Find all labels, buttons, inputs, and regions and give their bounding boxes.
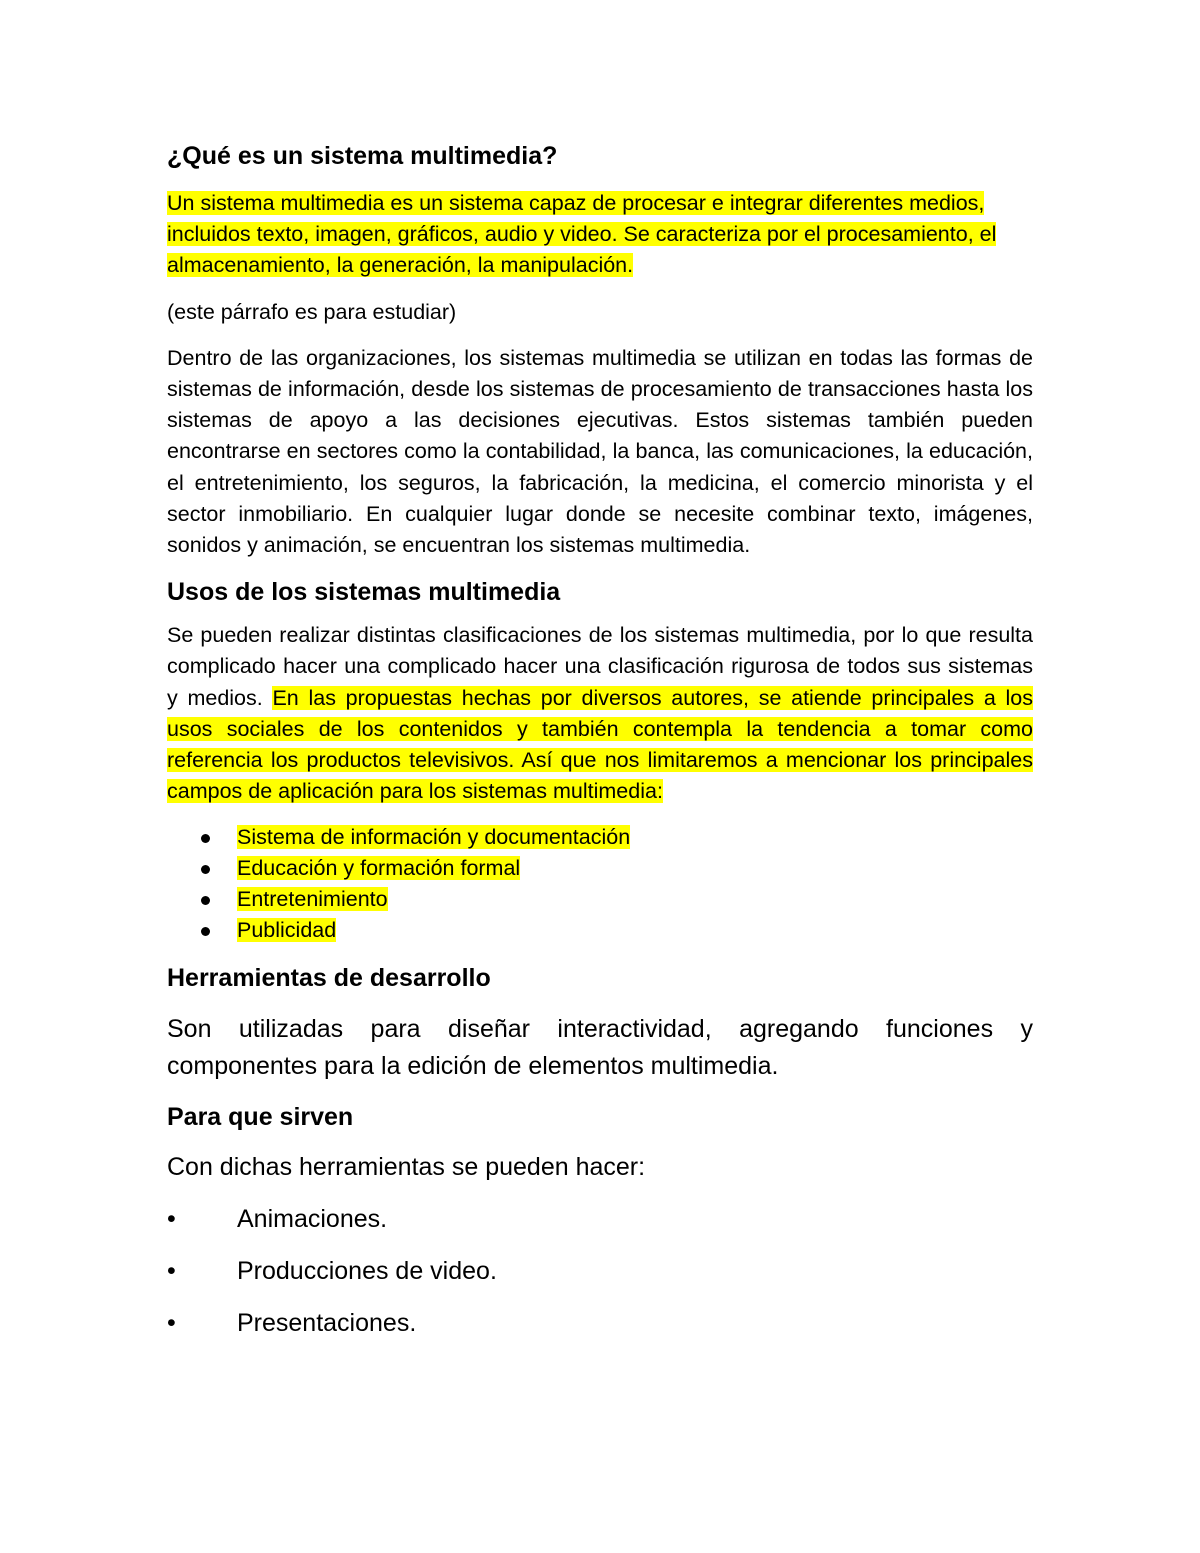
organizations-paragraph: Dentro de las organizaciones, los sistemas multimedia se utilizan en todas las formas de sistemas de información, desde los sistemas de procesamiento de transacciones hasta los sistemas de apoyo a las decisiones ejecutivas. Estos sistemas también pueden encontrarse en sectores como la contabilidad, la banca, las comunicaciones, la educación, el entretenimiento, los seguros, la fabricación, la medicina, el comercio minorista y el sector inmobiliario. En cualquier lugar donde se necesite combinar texto, imágenes, sonidos y animación, se encuentran los sistemas multimedia.	[167, 345, 1033, 558]
usos-highlighted-text: En las propuestas hechas por diversos autores, se atiende principales a los usos sociales de los contenidos y también contempla la tendencia a tomar como referencia los productos televisivos. Así que nos limitaremos a mencionar los principales campos de aplicación para los sistemas multimedia:	[167, 685, 1033, 804]
bullet-icon: •	[167, 1205, 176, 1234]
herramientas-paragraph: Son utilizadas para diseñar interactividad, agregando funciones y componentes para la edición de elementos multimedia.	[167, 1015, 1033, 1081]
applications-list	[167, 822, 1033, 946]
document-page	[167, 138, 1033, 1357]
heading-usos: Usos de los sistemas multimedia	[167, 578, 561, 607]
uses-list	[167, 1201, 1033, 1342]
list-item: • Producciones de video.	[167, 1253, 1033, 1290]
heading-herramientas: Herramientas de desarrollo	[167, 964, 491, 993]
list-item: Educación y formación formal	[167, 853, 1033, 884]
usos-plain-text: Se pueden realizar distintas clasificaciones de los sistemas multimedia, por lo que resulta complicado hacer una complicado hacer una clasificación rigurosa de todos sus sistemas y medios.	[167, 623, 1033, 710]
bullet-icon	[201, 865, 210, 874]
usos-paragraph	[167, 620, 1033, 807]
list-item: • Presentaciones.	[167, 1305, 1033, 1342]
highlighted-text: Un sistema multimedia es un sistema capaz de procesar e integrar diferentes medios, incluidos texto, imagen, gráficos, audio y video. Se caracteriza por el procesamiento, el almacenamiento, la generación, la manipulación.	[167, 191, 997, 278]
list-item: Sistema de información y documentación	[167, 822, 1033, 853]
list-item: • Animaciones.	[167, 1201, 1033, 1238]
study-note: (este párrafo es para estudiar)	[167, 299, 457, 324]
list-item: Publicidad	[167, 915, 1033, 946]
definition-paragraph	[167, 188, 1033, 282]
bullet-icon	[201, 927, 210, 936]
list-item: Entretenimiento	[167, 884, 1033, 915]
bullet-icon	[201, 896, 210, 905]
intro-text: Con dichas herramientas se pueden hacer:	[167, 1153, 646, 1182]
bullet-icon	[201, 834, 210, 843]
bullet-icon: •	[167, 1257, 176, 1286]
bullet-icon: •	[167, 1309, 176, 1338]
heading-que-es: ¿Qué es un sistema multimedia?	[167, 142, 558, 170]
heading-para-que-sirven: Para que sirven	[167, 1103, 354, 1132]
